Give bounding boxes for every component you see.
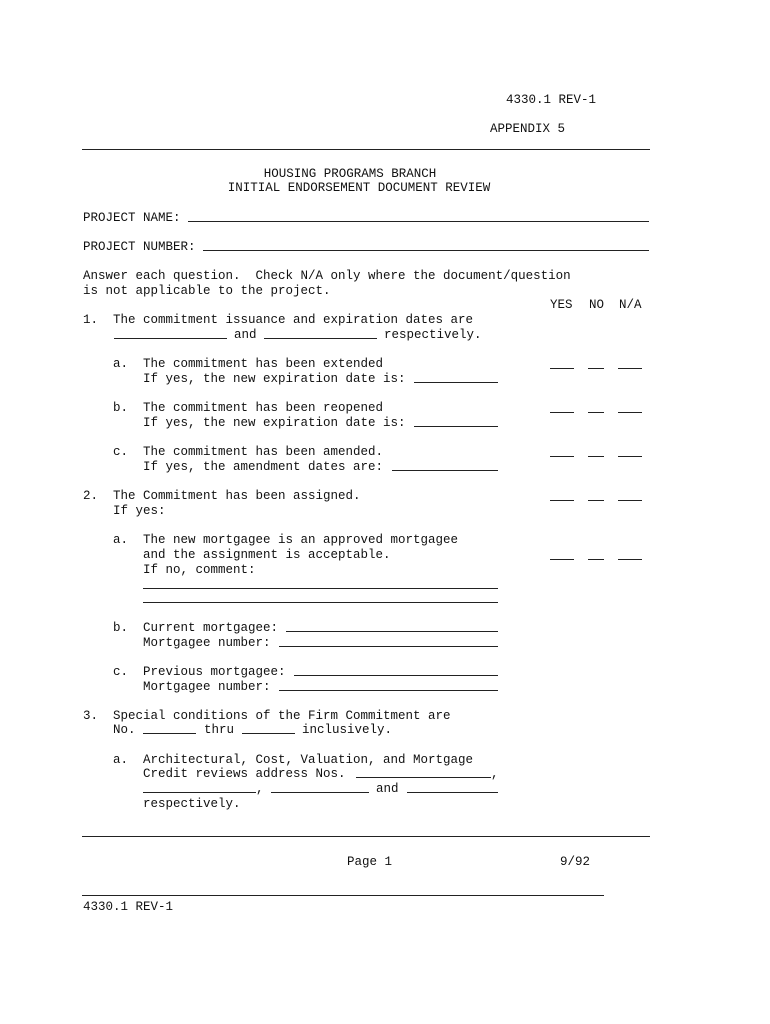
q2c-mortgagee-number-field[interactable] — [279, 690, 498, 691]
q3-from-number-field[interactable] — [143, 733, 196, 734]
q1b-no-blank[interactable] — [588, 412, 604, 413]
q3a-text: Architectural, Cost, Valuation, and Mortgage — [143, 753, 474, 767]
q1-issuance-date-field[interactable] — [114, 338, 227, 339]
q3a-and: and — [376, 782, 399, 796]
q3a-nos-field-2[interactable] — [143, 792, 256, 793]
q3a-letter: a. — [113, 753, 129, 767]
q1b-followup: If yes, the new expiration date is: — [143, 416, 406, 430]
instructions-line-1: Answer each question. Check N/A only where the document/question — [83, 269, 571, 283]
q3a-respectively: respectively. — [143, 797, 241, 811]
q1b-yes-blank[interactable] — [550, 412, 574, 413]
q3-text: Special conditions of the Firm Commitment are — [113, 709, 451, 723]
q2-number: 2. — [83, 489, 99, 503]
q2b-mortgagee-number-field[interactable] — [279, 646, 498, 647]
q2-na-blank[interactable] — [618, 500, 642, 501]
column-no: NO — [589, 298, 605, 312]
instructions-line-2: is not applicable to the project. — [83, 284, 331, 298]
footer-date: 9/92 — [560, 855, 591, 869]
column-yes: YES — [550, 298, 573, 312]
project-number-field[interactable] — [203, 250, 649, 251]
q1c-letter: c. — [113, 445, 129, 459]
q3a-nos-field-3[interactable] — [271, 792, 369, 793]
q1a-date-field[interactable] — [414, 382, 498, 383]
q2-text: The Commitment has been assigned. — [113, 489, 361, 503]
q2-yes-blank[interactable] — [550, 500, 574, 501]
page-number: Page 1 — [347, 855, 393, 869]
q1-expiration-date-field[interactable] — [264, 338, 377, 339]
appendix-label: APPENDIX 5 — [490, 122, 566, 136]
q1c-text: The commitment has been amended. — [143, 445, 384, 459]
title-line-2: INITIAL ENDORSEMENT DOCUMENT REVIEW — [227, 181, 491, 195]
q2c-letter: c. — [113, 665, 129, 679]
q1c-no-blank[interactable] — [588, 456, 604, 457]
q2a-comment-line-2[interactable] — [143, 602, 498, 603]
q2b-current-mortgagee-label: Current mortgagee: — [143, 621, 279, 635]
q1b-text: The commitment has been reopened — [143, 401, 384, 415]
q3-to-number-field[interactable] — [242, 733, 295, 734]
q2b-current-mortgagee-field[interactable] — [286, 631, 498, 632]
q3a-comma-1: , — [491, 767, 499, 781]
q1a-letter: a. — [113, 357, 129, 371]
q1-and: and — [234, 328, 257, 342]
q1-text: The commitment issuance and expiration dates are — [113, 313, 474, 327]
q1a-yes-blank[interactable] — [550, 368, 574, 369]
q3a-nos-field-1[interactable] — [356, 777, 491, 778]
q2a-letter: a. — [113, 533, 129, 547]
q3a-comma-2: , — [256, 782, 264, 796]
q1c-na-blank[interactable] — [618, 456, 642, 457]
footer-rule — [82, 836, 650, 837]
q1c-yes-blank[interactable] — [550, 456, 574, 457]
q3-thru: thru — [204, 723, 235, 737]
next-page-rule — [82, 895, 604, 896]
q2a-text: The new mortgagee is an approved mortgagee — [143, 533, 459, 547]
q2a-na-blank[interactable] — [618, 559, 642, 560]
q2a-text-2: and the assignment is acceptable. — [143, 548, 391, 562]
q2c-mortgagee-number-label: Mortgagee number: — [143, 680, 271, 694]
q2a-no-blank[interactable] — [588, 559, 604, 560]
q1b-letter: b. — [113, 401, 129, 415]
q2b-mortgagee-number-label: Mortgagee number: — [143, 636, 271, 650]
q2-no-blank[interactable] — [588, 500, 604, 501]
project-name-label: PROJECT NAME: — [83, 211, 181, 225]
title-line-1: HOUSING PROGRAMS BRANCH — [263, 167, 437, 181]
q1-respectively: respectively. — [384, 328, 482, 342]
q2-if-yes: If yes: — [113, 504, 166, 518]
q2c-previous-mortgagee-field[interactable] — [294, 675, 498, 676]
q3a-nos-field-4[interactable] — [407, 792, 498, 793]
column-na: N/A — [619, 298, 642, 312]
q3-number: 3. — [83, 709, 99, 723]
q1a-text: The commitment has been extended — [143, 357, 384, 371]
q1a-no-blank[interactable] — [588, 368, 604, 369]
q2a-comment-label: If no, comment: — [143, 563, 256, 577]
next-page-doc-number: 4330.1 REV-1 — [83, 900, 174, 914]
q1c-followup: If yes, the amendment dates are: — [143, 460, 384, 474]
q1a-followup: If yes, the new expiration date is: — [143, 372, 406, 386]
q3a-text-2: Credit reviews address Nos. — [143, 767, 346, 781]
q1c-dates-field[interactable] — [392, 470, 498, 471]
q3-no-label: No. — [113, 723, 136, 737]
doc-number: 4330.1 REV-1 — [506, 93, 597, 107]
project-number-label: PROJECT NUMBER: — [83, 240, 196, 254]
project-name-field[interactable] — [188, 221, 649, 222]
q3-inclusively: inclusively. — [302, 723, 393, 737]
q1a-na-blank[interactable] — [618, 368, 642, 369]
q1-number: 1. — [83, 313, 99, 327]
header-rule — [82, 149, 650, 150]
q2a-yes-blank[interactable] — [550, 559, 574, 560]
q2c-previous-mortgagee-label: Previous mortgagee: — [143, 665, 286, 679]
q1b-na-blank[interactable] — [618, 412, 642, 413]
q1b-date-field[interactable] — [414, 426, 498, 427]
q2a-comment-line-1[interactable] — [143, 588, 498, 589]
q2b-letter: b. — [113, 621, 129, 635]
